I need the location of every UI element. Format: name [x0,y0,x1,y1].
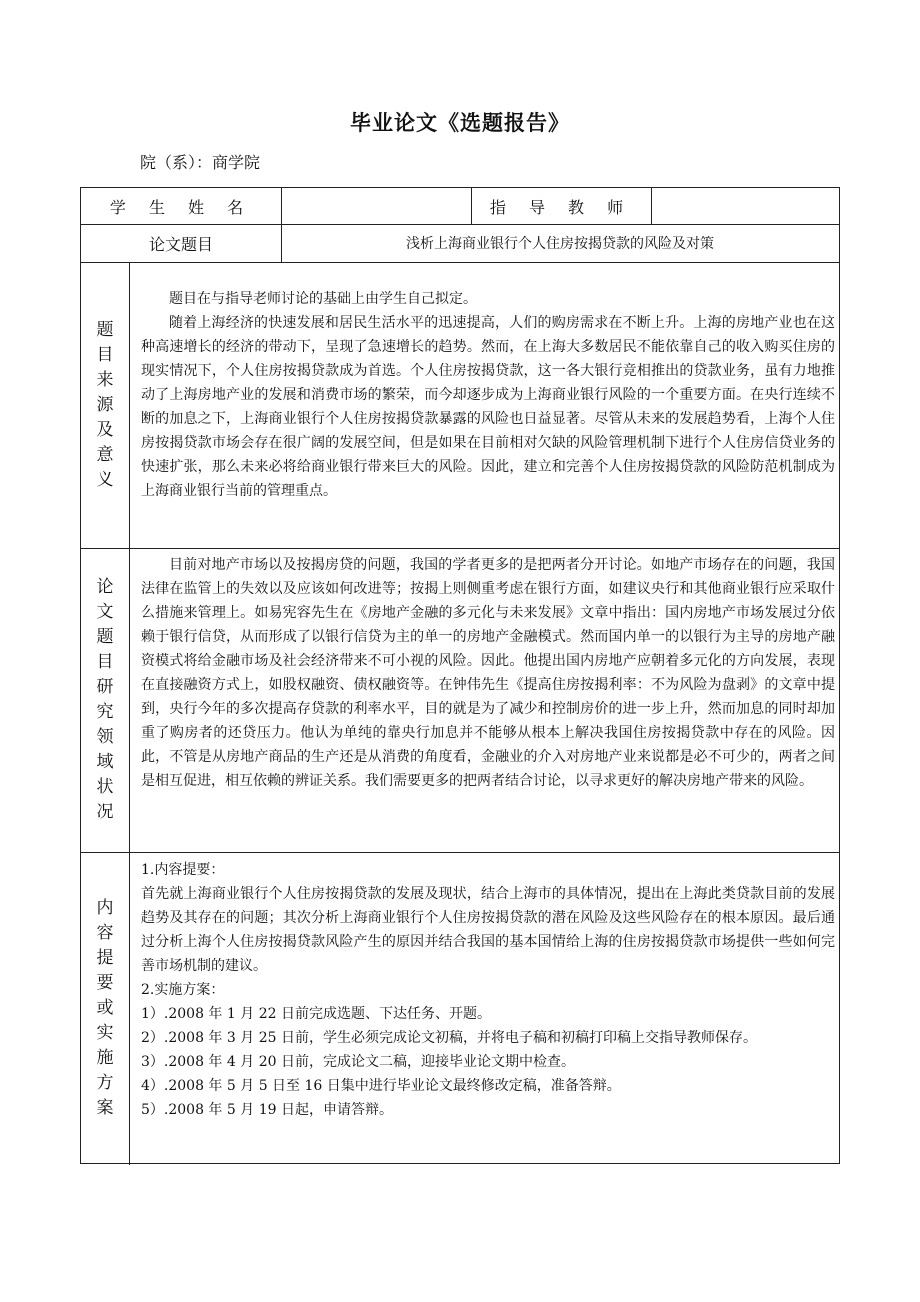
section-label-char: 目 [96,344,114,365]
section-label-char: 论 [96,577,114,597]
paragraph: 随着上海经济的快速发展和居民生活水平的迅速提高，人们的购房需求在不断上升。上海的房地产业也在这种高速增长的经济的带动下，呈现了急速增长的趋势。然而，在上海大多数居民不能依靠自己的收入购买住房的现实情况下，个人住房按揭贷款成为首选。个人住房按揭贷款，这一各大银行竞相推出的贷款业务，虽有力地推动了上海房地产业的发展和消费市场的繁荣，而今却逐步成为上海商业银行风险的一个重要方面。在央行连续不断的加息之下，上海商业银行个人住房按揭贷款暴露的风险也日益显著。尽管从未来的发展趋势看，上海个人住房按揭贷款市场会存在很广阔的发展空间，但是如果在目前相对欠缺的风险管理机制下进行个人住房信贷业务的快速扩张，那么未来必将给商业银行带来巨大的风险。因此，建立和完善个人住房按揭贷款的风险防范机制成为上海商业银行当前的管理重点。 [141,315,835,499]
advisor-value [651,188,839,224]
section-label-char: 域 [96,752,114,772]
topic-label: 论文题目 [148,234,213,254]
topic-value: 浅析上海商业银行个人住房按揭贷款的风险及对策 [406,236,714,252]
section-label-source-significance [81,262,129,548]
section-label-char: 来 [96,369,114,390]
section-label-char: 案 [96,1098,114,1118]
department-line: 院（系）：商学院 [140,153,261,172]
section-label-char: 要 [96,973,114,993]
content-line: 4）.2008 年 5 月 5 日至 16 日集中进行毕业论文最终修改定稿，准备答辩。 [141,1078,621,1094]
section-label-char: 源 [96,394,114,415]
section-label-char: 文 [96,602,114,622]
section-label-char: 义 [96,469,114,490]
section-label-char: 究 [96,702,114,722]
section-label-char: 提 [96,948,114,968]
section-label-char: 题 [96,319,114,340]
content-line: 2.实施方案： [141,982,225,998]
section-label-char: 或 [96,998,114,1018]
report-table [80,187,840,1164]
section-label-char: 况 [96,802,114,822]
paragraph: 目前对地产市场以及按揭房贷的问题，我国的学者更多的是把两者分开讨论。如地产市场存在的问题，我国法律在监管上的失效以及应该如何改进等；按揭上则侧重考虑在银行方面，如建议央行和其他商业银行应采取什么措施来管理上。如易宪容先生在《房地产金融的多元化与未来发展》文章中指出：国内房地产市场发展过分依赖于银行信贷，从而形成了以银行信贷为主的单一的房地产金融模式。然而国内单一的以银行为主导的房地产融资模式将给金融市场及社会经济带来不可小视的风险。因此。他提出国内房地产应朝着多元化的方向发展，表现在直接融资方式上，如股权融资、债权融资等。在钟伟先生《提高住房按揭利率：不为风险为盘剥》的文章中提到，央行今年的多次提高存贷款的利率水平，目的就是为了减少和控制房价的进一步上升，然而加息的同时却加重了购房者的还贷压力。他认为单纯的靠央行加息并不能够从根本上解决我国住房按揭贷款中存在的风险。因此，不管是从房地产商品的生产还是从消费的角度看，金融业的介入对房地产业来说都是必不可少的，两者之间是相互促进，相互依赖的辨证关系。我们需要更多的把两者结合讨论，以寻求更好的解决房地产带来的风险。 [141,557,835,789]
section-label-char: 目 [96,652,114,672]
content-line: 3）.2008 年 4 月 20 日前，完成论文二稿，迎接毕业论文期中检查。 [141,1054,575,1070]
section-content-summary-plan [141,858,835,1122]
section-label-char: 实 [96,1023,114,1043]
section-content-source-significance [141,287,835,503]
section-label-char: 领 [96,727,114,747]
section-label-char: 容 [96,923,114,943]
section-label-char: 意 [96,444,114,465]
section-label-char: 施 [96,1048,114,1068]
content-line: 首先就上海商业银行个人住房按揭贷款的发展及现状，结合上海市的具体情况，提出在上海此类贷款目前的发展趋势及其存在的问题；其次分析上海商业银行个人住房按揭贷款的潜在风险及这些风险存在的根本原因。最后通过分析上海个人住房按揭贷款风险产生的原因并结合我国的基本国情给上海的住房按揭贷款市场提供一些如何完善市场机制的建议。 [141,886,835,974]
document-title: 毕业论文《选题报告》 [350,110,570,135]
section-label-char: 方 [96,1073,114,1093]
section-label-char: 研 [96,677,114,697]
advisor-label: 指 导 教 师 [489,197,633,217]
section-label-research-status [81,548,129,852]
section-content-research-status [141,553,835,793]
student-name-value [281,188,471,224]
section-label-char: 题 [96,627,114,647]
content-line: 2）.2008 年 3 月 25 日前，学生必须完成论文初稿，并将电子稿和初稿打印稿上交指导教师保存。 [141,1030,757,1046]
content-line: 1.内容提要： [141,862,225,878]
content-line: 1）.2008 年 1 月 22 日前完成选题、下达任务、开题。 [141,1006,491,1022]
section-label-char: 内 [96,898,114,918]
section-label-char: 及 [96,419,114,440]
section-label-char: 状 [96,777,114,797]
content-line: 5）.2008 年 5 月 19 日起，申请答辩。 [141,1102,393,1118]
student-name-label: 学 生 姓 名 [109,197,253,217]
section-label-summary-plan [81,852,129,1165]
paragraph: 题目在与指导老师讨论的基础上由学生自己拟定。 [169,291,477,307]
